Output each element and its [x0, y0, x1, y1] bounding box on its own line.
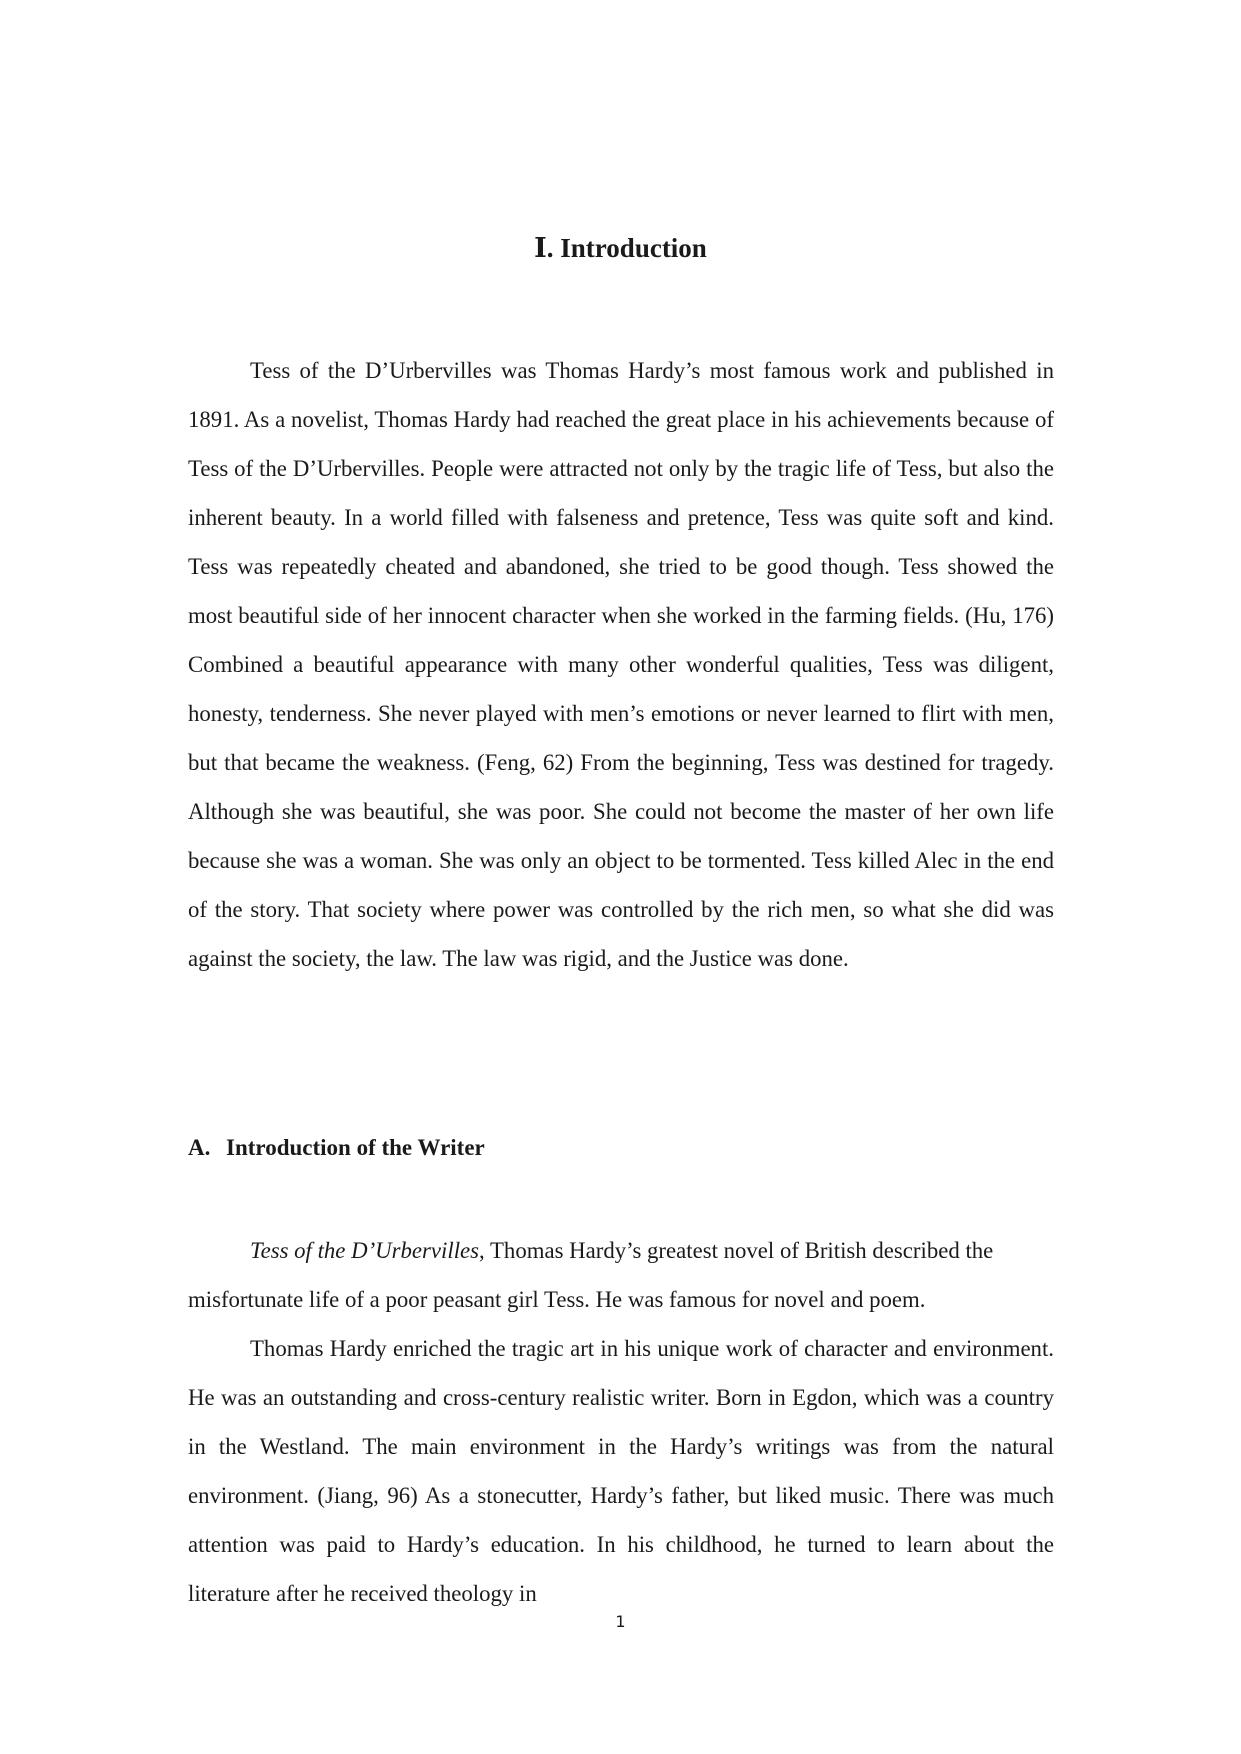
writer-paragraph-1-text: , Thomas Hardy’s greatest novel of British described the misfortunate life of a poor peasant girl Tess. He was famous for novel and poem. [188, 1238, 994, 1312]
section-a-label: A. [188, 1135, 211, 1160]
section-a-title: Introduction of the Writer [226, 1135, 485, 1160]
section-a-heading [188, 1130, 485, 1166]
chapter-title: Ⅰ. Introduction [534, 233, 707, 263]
intro-paragraph: Tess of the D’Urbervilles was Thomas Hardy’s most famous work and published in 1891. As a novelist, Thomas Hardy had reached the great place in his achievements because of Tess of the D’Urbervilles. People were attracted not only by the tragic life of Tess, but also the inherent beauty. In a world filled with falseness and pretence, Tess was quite soft and kind. Tess was repeatedly cheated and abandoned, she tried to be good though. Tess showed the most beautiful side of her innocent character when she worked in the farming fields. (Hu, 176) Combined a beautiful appearance with many other wonderful qualities, Tess was diligent, honesty, tenderness. She never played with men’s emotions or never learned to flirt with men, but that became the weakness. (Feng, 62) From the beginning, Tess was destined for tragedy. Although she was beautiful, she was poor. She could not become the master of her own life because she was a woman. She was only an object to be tormented. Tess killed Alec in the end of the story. That society where power was controlled by the rich men, so what she did was against the society, the law. The law was rigid, and the Justice was done. [188, 358, 1054, 971]
intro-text-block [188, 346, 1054, 983]
page-number: 1 [615, 1612, 626, 1631]
writer-text-block [188, 1226, 1054, 1618]
writer-paragraph-2: Thomas Hardy enriched the tragic art in his unique work of character and environment. He was an outstanding and cross-century realistic writer. Born in Egdon, which was a country in the Westland. The main environment in the Hardy’s writings was from the natural environment. (Jiang, 96) As a stonecutter, Hardy’s father, but liked music. There was much attention was paid to Hardy’s education. In his childhood, he turned to learn about the literature after he received theology in [188, 1336, 1054, 1606]
writer-paragraph-1 [188, 1226, 1054, 1324]
novel-title-italic: Tess of the D’Urbervilles [250, 1238, 480, 1263]
